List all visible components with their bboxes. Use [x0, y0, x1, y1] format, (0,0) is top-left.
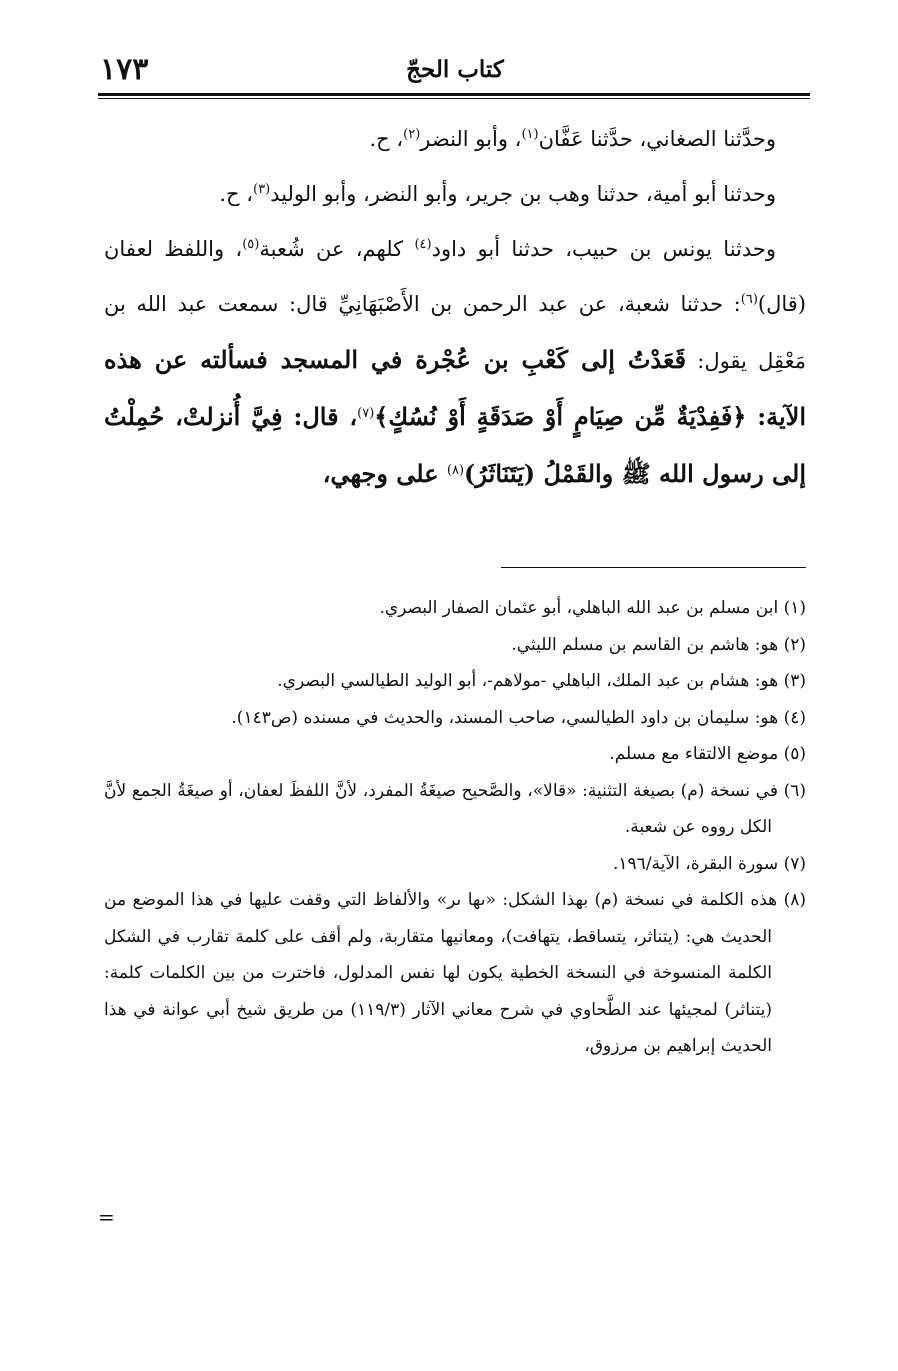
footnote-8: (٨) هذه الكلمة في نسخة (م) بهذا الشكل: «ىها ىر» والألفاظ التي وقفت عليها في هذا الموضع من الحديث هي: (يتناثر، يتساقط، يتهافت)، ومعانيها متقاربة، ولم أقف على كلمة تقارب في الشكل الكلمة المنسوخة في النسخة الخطية يكون لها نفس المدلول، فاخترت من بين الكلمات كلمة: (يتناثر) لمجيئها عند الطَّحاوي في شرح معاني الآثار (١١٩/٣) من طريق شيخ أبي عوانة في هذا الحديث إبراهيم بن مرزوق،: [104, 890, 806, 1056]
paragraph-2: [104, 167, 806, 222]
page-header: [100, 50, 810, 92]
text-run: وحدَّثنا الصغاني، حدَّثنا عَفَّان: [538, 127, 776, 151]
footnote-2: (٢) هو: هاشم بن القاسم بن مسلم الليثي.: [511, 634, 806, 655]
page-number: ١٧٣: [100, 52, 149, 87]
text-run: ، ح.: [219, 182, 254, 206]
text-run: كلهم، عن شُعبة: [259, 237, 415, 261]
footnote-separator: [501, 567, 806, 568]
text-run: ، وأبو النضر: [420, 127, 522, 151]
footnote-marker-4: (٤): [414, 237, 432, 252]
running-title: كتاب الحجّ: [406, 56, 504, 83]
footnote-marker-2: (٢): [403, 127, 421, 142]
text-run: ، واللفظ لعفان (قال): [104, 237, 806, 316]
hadith-text: ، قال: فِيَّ أُنزلتْ، حُمِلْتُ إلى رسول الله ﷺ والقَمْلُ (يَتَنَاثَرُ): [104, 402, 806, 488]
footnotes: [104, 590, 806, 1065]
footnote-4: (٤) هو: سليمان بن داود الطيالسي، صاحب المسند، والحديث في مسنده (ص١٤٣).: [231, 707, 806, 728]
hadith-text: على وجهي،: [322, 459, 447, 488]
footnote-5: (٥) موضع الالتقاء مع مسلم.: [609, 744, 806, 764]
text-run: وحدثنا يونس بن حبيب، حدثنا أبو داود: [431, 237, 777, 261]
paragraph-1: [104, 112, 806, 167]
footnote-3: (٣) هو: هشام بن عبد الملك، الباهلي -مولاهم-، أبو الوليد الطيالسي البصري.: [277, 671, 806, 691]
footnote-marker-6: (٦): [740, 292, 758, 307]
text-run: ، ح.: [369, 127, 404, 151]
footnote-marker-8: (٨): [446, 463, 465, 478]
paragraph-3: [104, 222, 806, 503]
header-rule-thick: [98, 93, 810, 96]
main-text: [104, 112, 806, 503]
text-run: : حدثنا شعبة، عن عبد الرحمن بن الأَصْبَهَانِيِّ قال: سمعت عبد الله بن مَعْقِل يقول:: [104, 292, 806, 373]
footnote-marker-5: (٥): [242, 237, 260, 252]
hadith-text: قَعَدْتُ إلى كَعْبِ بن عُجْرة في المسجد فسألته عن هذه الآية:: [104, 345, 806, 431]
quran-verse: ﴿فَفِدْيَةٌ مِّن صِيَامٍ أَوْ صَدَقَةٍ أَوْ نُسُكٍ﴾: [374, 402, 747, 431]
footnote-7: (٧) سورة البقرة، الآية/١٩٦.: [613, 853, 806, 874]
footnote-1: (١) ابن مسلم بن عبد الله الباهلي، أبو عثمان الصفار البصري.: [379, 598, 806, 618]
text-run: وحدثنا أبو أمية، حدثنا وهب بن جرير، وأبو النضر، وأبو الوليد: [270, 182, 776, 206]
continuation-mark: =: [98, 1205, 115, 1229]
footnote-marker-7: (٧): [357, 406, 375, 421]
footnote-6: (٦) في نسخة (م) بصيغة التثنية: «قالا»، والصَّحيح صيغَةُ المفرد، لأنَّ اللفظَ لعفان، أو صيغَةُ الجمع لأنَّ الكل رووه عن شعبة.: [104, 780, 806, 837]
header-rule-thin: [98, 98, 810, 99]
footnote-marker-1: (١): [521, 127, 539, 142]
footnote-marker-3: (٣): [253, 182, 271, 197]
